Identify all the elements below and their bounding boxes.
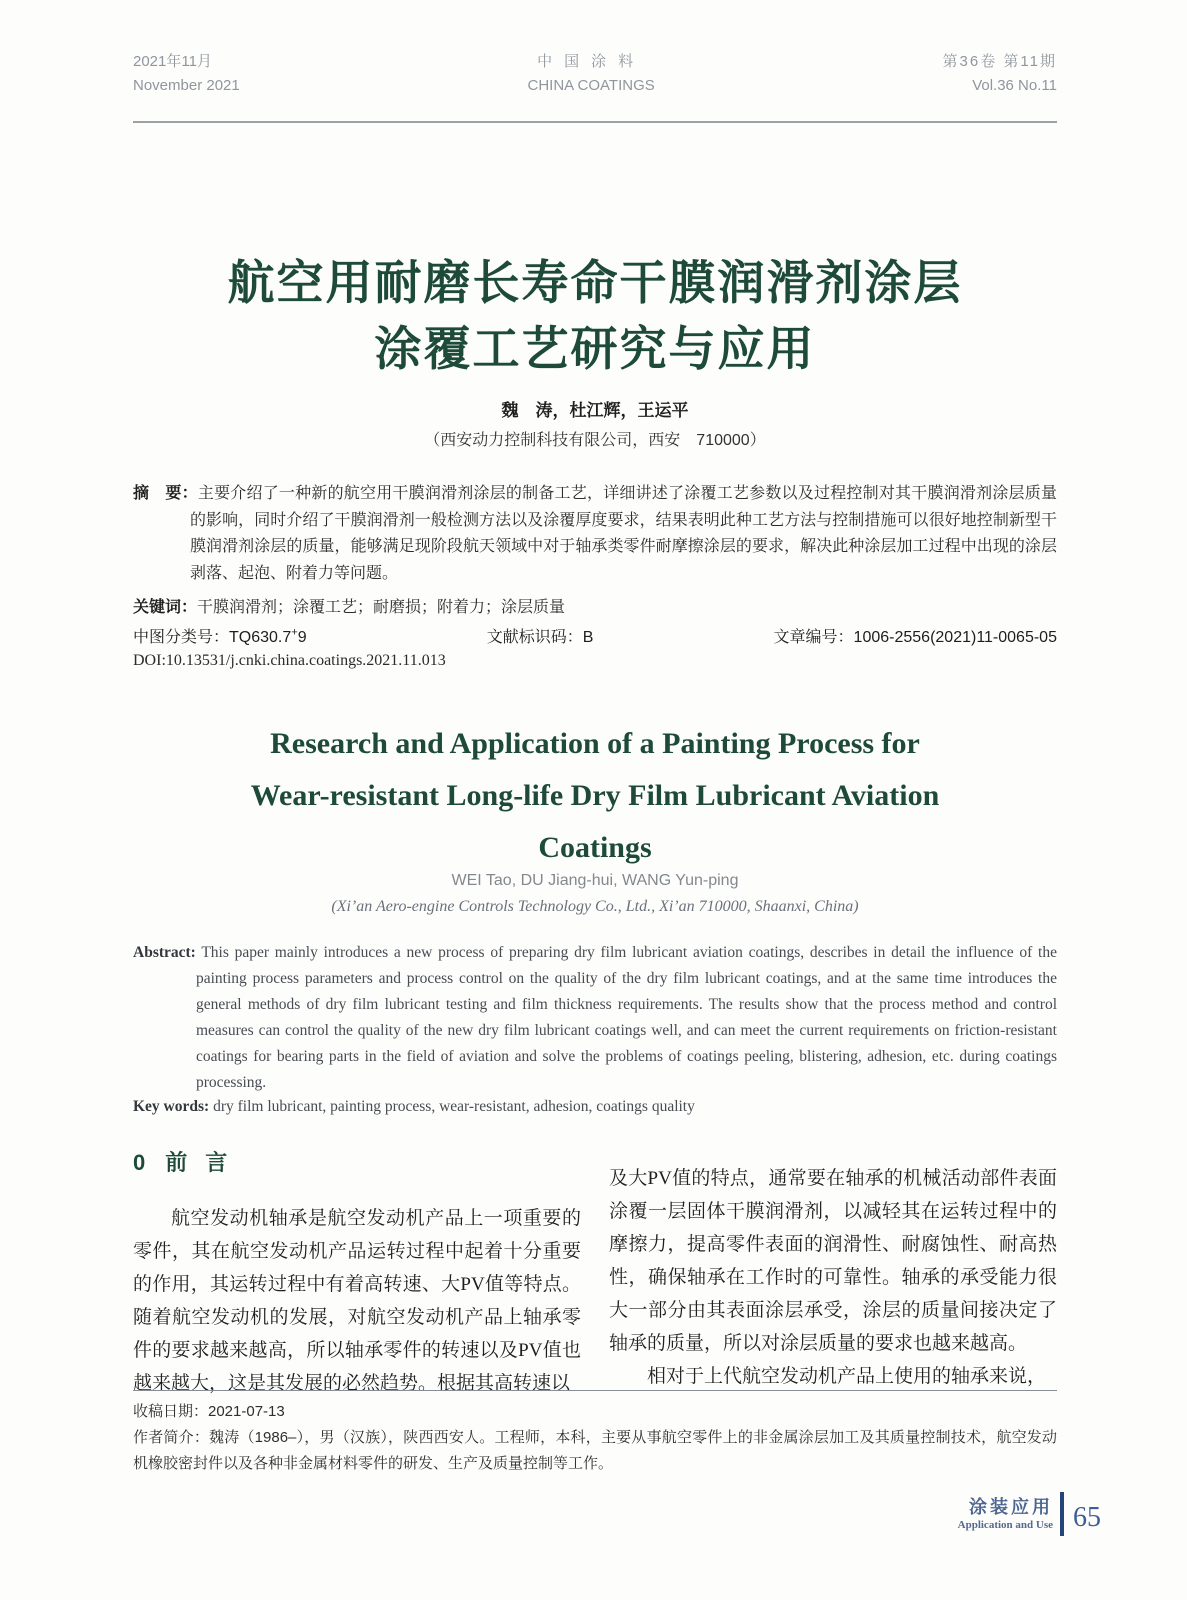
page-tag-divider	[1060, 1492, 1064, 1536]
abstract-cn-text: 主要介绍了一种新的航空用干膜润滑剂涂层的制备工艺，详细讲述了涂覆工艺参数以及过程控制对其干膜润滑剂涂层质量的影响，同时介绍了干膜润滑剂一般检测方法以及涂覆厚度要求，结果表明此种工艺方法与控制措施可以很好地控制新型干膜润滑剂涂层的质量，能够满足现阶段航天领域中对于轴承类零件耐摩擦涂层的要求，解决此种涂层加工过程中出现的涂层剥落、起泡、附着力等问题。	[190, 485, 1057, 582]
author-bio-text: 魏涛（1986–），男（汉族），陕西西安人。工程师，本科，主要从事航空零件上的非金属涂层加工及其质量控制技术，航空发动机橡胶密封件以及各种非金属材料零件的研发、生产及质量控制等工作。	[133, 1429, 1057, 1472]
article-title-cn-line1: 航空用耐磨长寿命干膜润滑剂涂层	[227, 256, 963, 309]
document-code: 文献标识码：B	[486, 629, 594, 646]
footnote-block	[133, 1390, 1057, 1477]
body-column-left	[133, 1148, 581, 1400]
header-date-cn: 2021年11月	[133, 53, 212, 70]
meta-row	[133, 624, 1057, 647]
abstract-en	[133, 940, 1057, 1096]
header-journal	[528, 50, 655, 98]
abstract-cn-label: 摘 要：	[133, 485, 198, 502]
article-title-en-line1: Research and Application of a Painting Process for	[270, 727, 920, 760]
keywords-cn	[133, 594, 1057, 617]
section-tag-en: Application and Use	[957, 1518, 1053, 1531]
keywords-cn-text: 干膜润滑剂；涂覆工艺；耐磨损；附着力；涂层质量	[197, 599, 566, 616]
intro-paragraph-right-1: 及大PV值的特点，通常要在轴承的机械活动部件表面涂覆一层固体干膜润滑剂，以减轻其在运转过程中的摩擦力，提高零件表面的润滑性、耐腐蚀性、耐高热性，确保轴承在工作时的可靠性。轴承的承受能力很大一部分由其表面涂层承受，涂层的质量间接决定了轴承的质量，所以对涂层质量的要求也越来越高。	[609, 1168, 1057, 1354]
header-journal-cn: 中国涂料	[537, 53, 646, 70]
keywords-en	[133, 1098, 1057, 1116]
authors-cn: 魏 涛，杜江辉，王运平	[501, 401, 689, 420]
page-tag	[958, 1492, 1101, 1536]
clc-superscript: +	[291, 626, 298, 639]
header-journal-en: CHINA COATINGS	[527, 77, 655, 94]
received-date: 收稿日期：2021-07-13	[133, 1403, 285, 1420]
affiliation-en: (Xi’an Aero-engine Controls Technology Co., Ltd., Xi’an 710000, Shaanxi, China)	[331, 898, 859, 915]
keywords-en-text: dry film lubricant, painting process, wear-resistant, adhesion, coatings quality	[213, 1098, 695, 1115]
affiliation-cn: （西安动力控制科技有限公司，西安 710000）	[424, 432, 766, 449]
header-date-en: November 2021	[133, 77, 240, 94]
header-divider	[133, 121, 1057, 123]
article-title-en-line3: Coatings	[538, 831, 652, 864]
article-number: 文章编号：1006-2556(2021)11-0065-05	[773, 629, 1057, 646]
article-title-en-line2: Wear-resistant Long-life Dry Film Lubricant Aviation	[250, 779, 940, 812]
article-title-cn	[133, 250, 1057, 382]
section-tag	[958, 1496, 1053, 1533]
page-number: 65	[1073, 1502, 1101, 1533]
author-bio-label: 作者简介：	[133, 1429, 210, 1446]
section-number: 0	[133, 1150, 146, 1175]
section-title: 前言	[165, 1150, 246, 1175]
intro-paragraph-left: 航空发动机轴承是航空发动机产品上一项重要的零件，其在航空发动机产品运转过程中起着十分重要的作用，其运转过程中有着高转速、大PV值等特点。随着航空发动机的发展，对航空发动机产品上轴承零件的要求越来越高，所以轴承零件的转速以及PV值也越来越大，这是其发展的必然趋势。根据其高转速以	[133, 1208, 581, 1394]
body-column-right	[609, 1148, 1057, 1400]
header-issue-en: Vol.36 No.11	[972, 77, 1057, 94]
intro-paragraph-right-2: 相对于上代航空发动机产品上使用的轴承来说，	[647, 1366, 1047, 1387]
running-head	[133, 50, 1057, 98]
authors-en: WEI Tao, DU Jiang-hui, WANG Yun-ping	[451, 872, 739, 889]
abstract-cn	[133, 481, 1057, 587]
header-date	[133, 50, 240, 98]
clc-number: 中图分类号：TQ630.7+9	[133, 626, 307, 646]
abstract-en-text: This paper mainly introduces a new process of preparing dry film lubricant aviation coatings, describes in detail the influence of the painting process parameters and process control on the quality of the dry film lubricant coatings, and at the same time introduces the general methods of dry film lubricant testing and film thickness requirements. The results show that the process method and control measures can control the quality of the new dry film lubricant coatings well, and can meet the current requirements on friction-resistant coatings for bearing parts in the field of aviation and solve the problems of coatings peeling, blistering, adhesion, etc. during coatings processing.	[196, 944, 1057, 1091]
doi: DOI:10.13531/j.cnki.china.coatings.2021.11.013	[133, 652, 446, 669]
header-issue-cn: 第36卷 第11期	[942, 53, 1057, 70]
keywords-cn-label: 关键词：	[133, 599, 198, 616]
body-columns	[133, 1148, 1057, 1400]
header-issue	[943, 50, 1057, 98]
keywords-en-label: Key words:	[133, 1098, 210, 1115]
article-title-cn-line2: 涂覆工艺研究与应用	[374, 322, 816, 375]
article-title-en	[133, 718, 1057, 874]
section-heading-intro	[133, 1148, 581, 1178]
author-bio	[133, 1425, 1057, 1477]
abstract-en-label: Abstract:	[133, 944, 196, 961]
section-tag-cn: 涂装应用	[969, 1496, 1053, 1517]
